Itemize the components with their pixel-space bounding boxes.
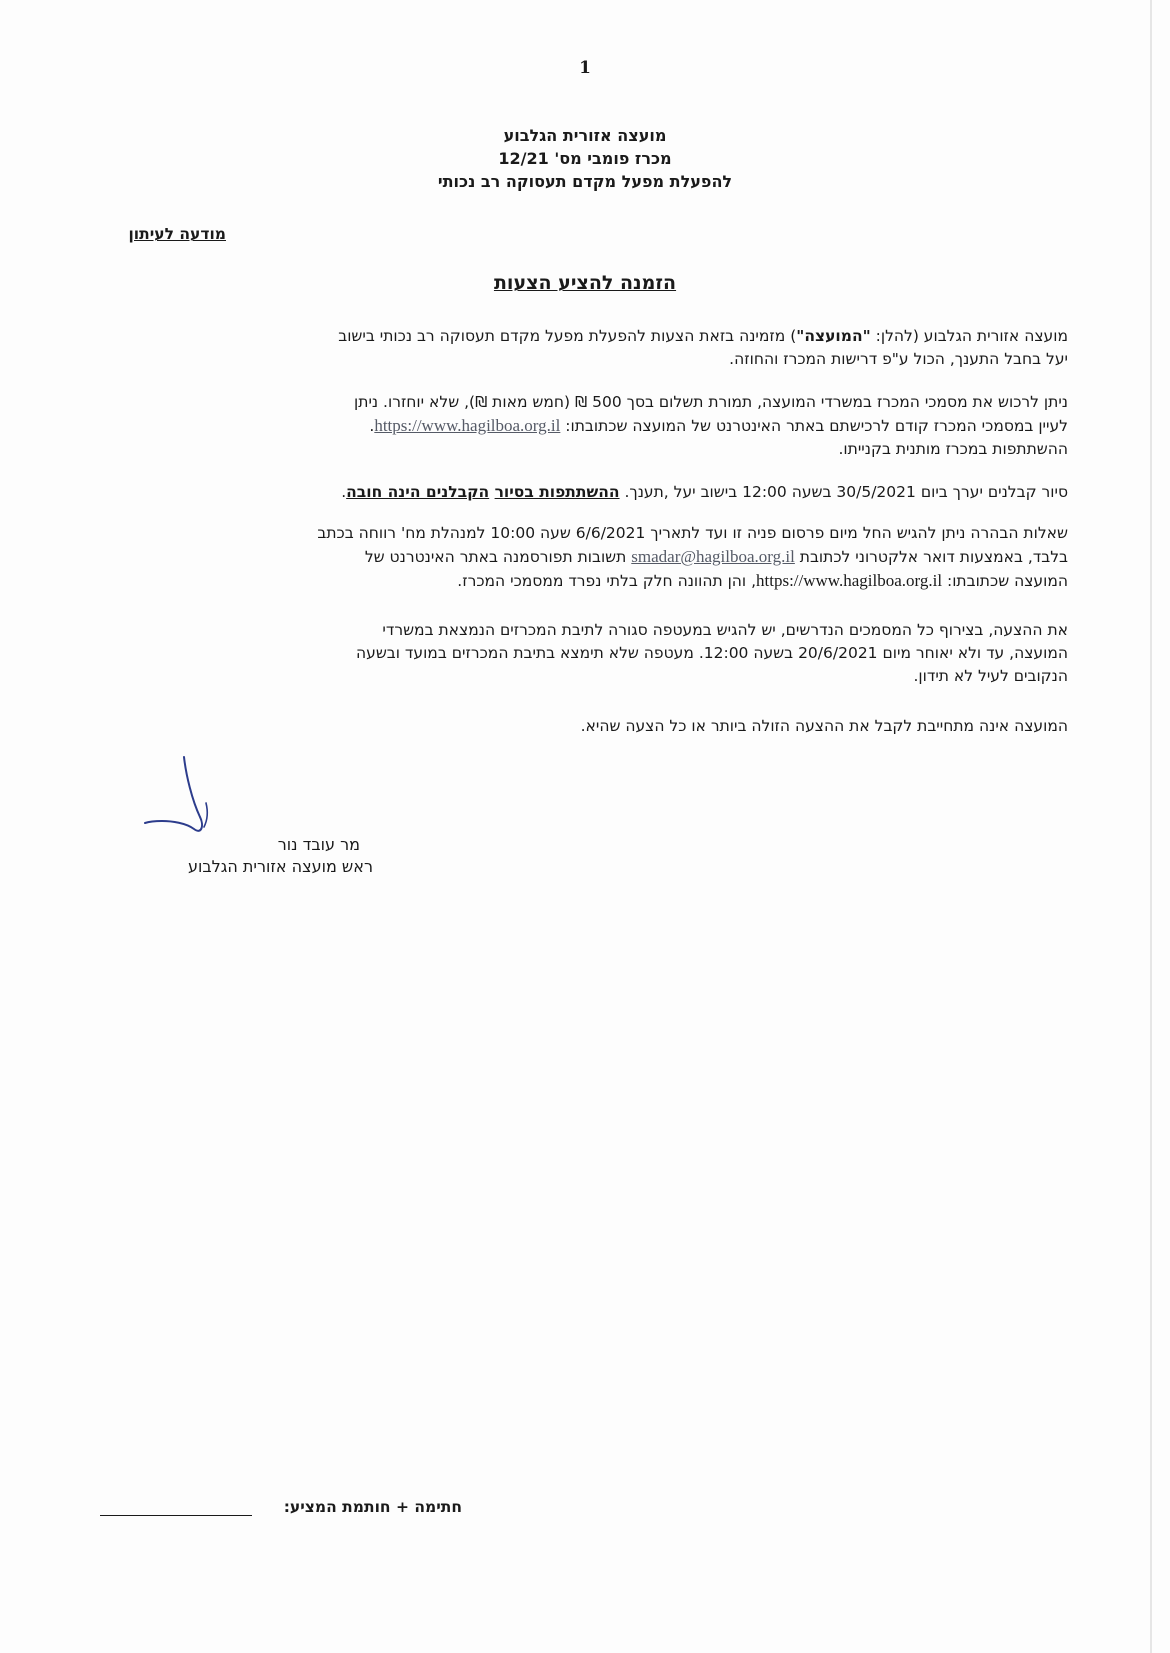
paragraph-submission <box>100 619 1068 688</box>
bidder-signature-label: חתימה + חותמת המציע: <box>283 1498 462 1516</box>
signer-name: מר עובד נור <box>277 835 360 854</box>
bidder-signature-line[interactable] <box>100 1515 252 1516</box>
website-url-text: https://www.hagilboa.org.il <box>756 571 943 590</box>
paragraph-questions <box>100 522 1068 593</box>
text-run: , והן תהוונה חלק בלתי נפרד ממסמכי המכרז. <box>457 572 757 590</box>
paragraph-line: המועצה, עד ולא יאוחר מיום 20/6/2021 בשעה 12:00. מעטפה שלא תימצא בתיבת המכרזים במועד ובשעה <box>356 644 1068 662</box>
header-org: מועצה אזורית הגלבוע <box>503 126 667 145</box>
paragraph-line <box>100 481 1068 504</box>
paragraph-line <box>100 325 1068 348</box>
text-run: ) מזמינה בזאת הצעות להפעלת מפעל מקדם תעסוקה רב נכותי בישוב <box>338 327 797 345</box>
paragraph-purchase <box>100 391 1068 461</box>
paragraph-site-tour <box>100 481 1068 504</box>
signer-role: ראש מועצה אזורית הגלבוע <box>188 857 373 876</box>
header-subject: להפעלת מפעל מקדם תעסוקה רב נכותי <box>437 172 733 191</box>
text-run: . <box>341 483 347 501</box>
page-number: 1 <box>579 58 591 78</box>
paragraph-line <box>100 569 1068 593</box>
text-run: תשובות תפורסמנה באתר האינטרנט של <box>364 548 632 566</box>
document-header <box>0 124 1170 193</box>
text-run-bold: "המועצה" <box>796 327 871 345</box>
text-run: סיור קבלנים יערך ביום 30/5/2021 בשעה 12:00 בישוב יעל ,תענך. <box>619 483 1068 501</box>
text-run-bold: ההשתתפות בסיור <box>494 483 620 501</box>
paragraph-line: ההשתתפות במכרז מותנית בקנייתו. <box>838 440 1068 458</box>
header-tender-number: מכרז פומבי מס' 12/21 <box>498 149 672 168</box>
notice-label: מודעה לעיתון <box>128 225 226 243</box>
text-run: בלבד, באמצעות דואר אלקטרוני לכתובת <box>794 548 1068 566</box>
document-title: הזמנה להציע הצעות <box>493 272 677 294</box>
email-link[interactable]: smadar@hagilboa.org.il <box>631 547 795 566</box>
paragraph-line: שאלות הבהרה ניתן להגיש החל מיום פרסום פניה זו ועד לתאריך 6/6/2021 שעה 10:00 למנהלת מח' רווחה בכתב <box>317 524 1068 542</box>
paragraph-line: יעל בחבל התענך, הכול ע"פ דרישות המכרז והחוזה. <box>729 350 1068 368</box>
text-run: לעיין במסמכי המכרז קודם לרכישתם באתר האינטרנט של המועצה שכתובתו: <box>560 417 1068 435</box>
text-run: מועצה אזורית הגלבוע (להלן: <box>870 327 1068 345</box>
handwritten-signature <box>142 755 222 851</box>
paragraph-line <box>100 545 1068 569</box>
paragraph-line: הנקובים לעיל לא תידון. <box>913 667 1068 685</box>
page-edge <box>1150 0 1152 1653</box>
text-run: המועצה שכתובתו: <box>942 572 1068 590</box>
website-link[interactable]: https://www.hagilboa.org.il <box>374 416 561 435</box>
paragraph-line: ניתן לרכוש את מסמכי המכרז במשרדי המועצה, תמורת תשלום בסך 500 ₪ (חמש מאות ₪), שלא יוחזרו. ניתן <box>354 393 1068 411</box>
paragraph-invitation <box>100 325 1068 371</box>
paragraph-line <box>100 414 1068 438</box>
text-run-bold: הקבלנים הינה חובה <box>346 483 490 501</box>
text-run: . <box>369 417 375 435</box>
paragraph-disclaimer: המועצה אינה מתחייבת לקבל את ההצעה הזולה ביותר או כל הצעה שהיא. <box>580 717 1068 735</box>
paragraph-line: את ההצעה, בצירוף כל המסמכים הנדרשים, יש להגיש במעטפה סגורה לתיבת המכרזים הנמצאת במשרדי <box>382 621 1068 639</box>
